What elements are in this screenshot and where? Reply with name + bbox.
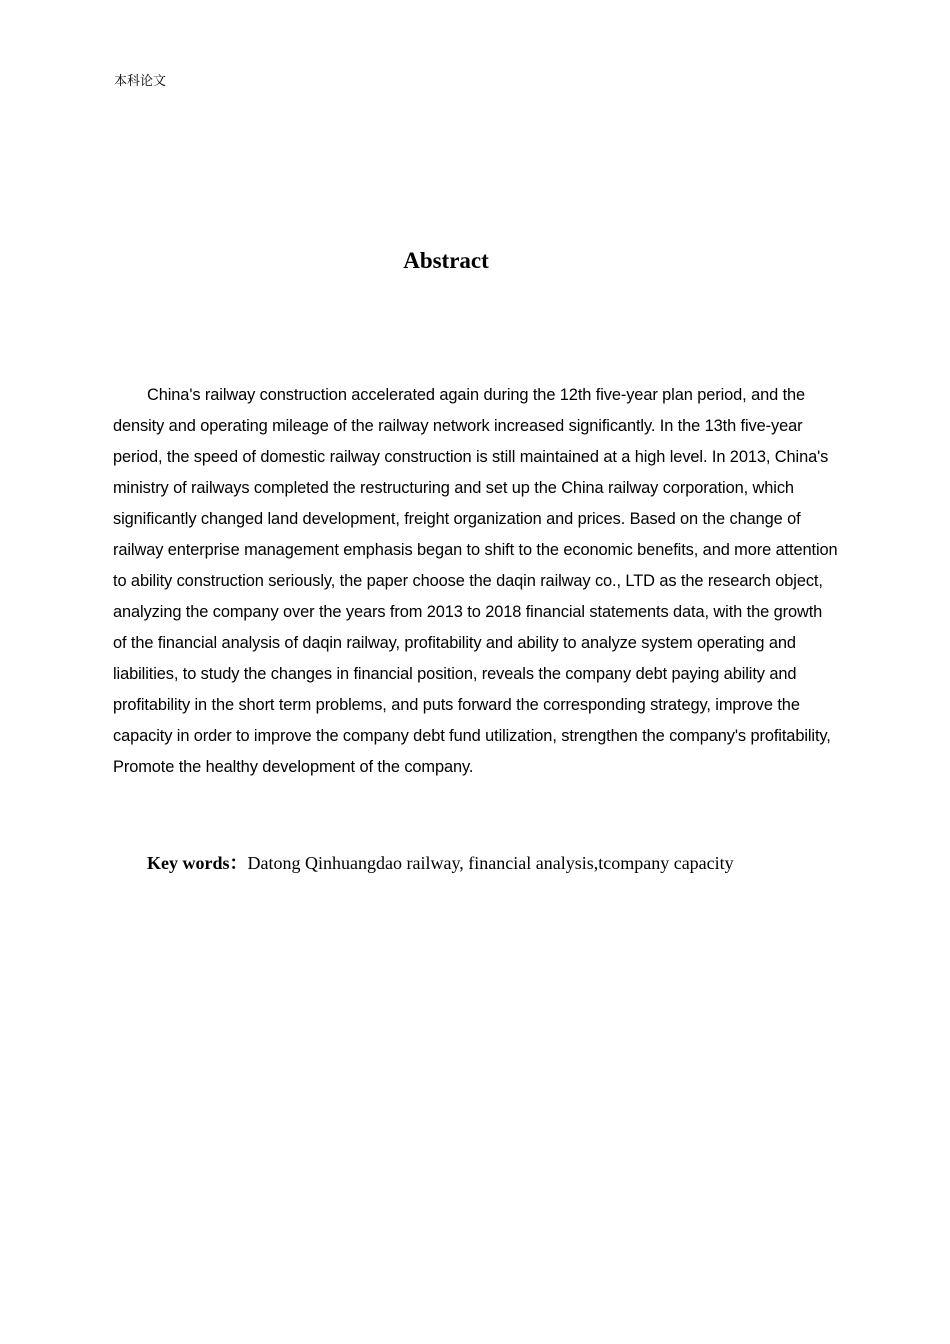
- keywords-line: [147, 849, 734, 875]
- abstract-heading: Abstract: [403, 248, 489, 273]
- abstract-body: China's railway construction accelerated again during the 12th five-year plan period, and the density and operating mileage of the railway network increased significantly. In the 13th five-year period, the speed of domestic railway construction is still maintained at a high level. In 2013, China's ministry of railways completed the restructuring and set up the China railway corporation, which significantly changed land development, freight organization and prices. Based on the change of railway enterprise management emphasis began to shift to the economic benefits, and more attention to ability construction seriously, the paper choose the daqin railway co., LTD as the research object, analyzing the company over the years from 2013 to 2018 financial statements data, with the growth of the financial analysis of daqin railway, profitability and ability to analyze system operating and liabilities, to study the changes in financial position, reveals the company debt paying ability and profitability in the short term problems, and puts forward the corresponding strategy, improve the capacity in order to improve the company debt fund utilization, strengthen the company's profitability, Promote the healthy development of the company.: [113, 386, 838, 776]
- keywords-label: Key words：: [147, 853, 248, 873]
- running-header: 本科论文: [114, 74, 167, 89]
- keywords-text: Datong Qinhuangdao railway, financial analysis,tcompany capacity: [247, 853, 734, 873]
